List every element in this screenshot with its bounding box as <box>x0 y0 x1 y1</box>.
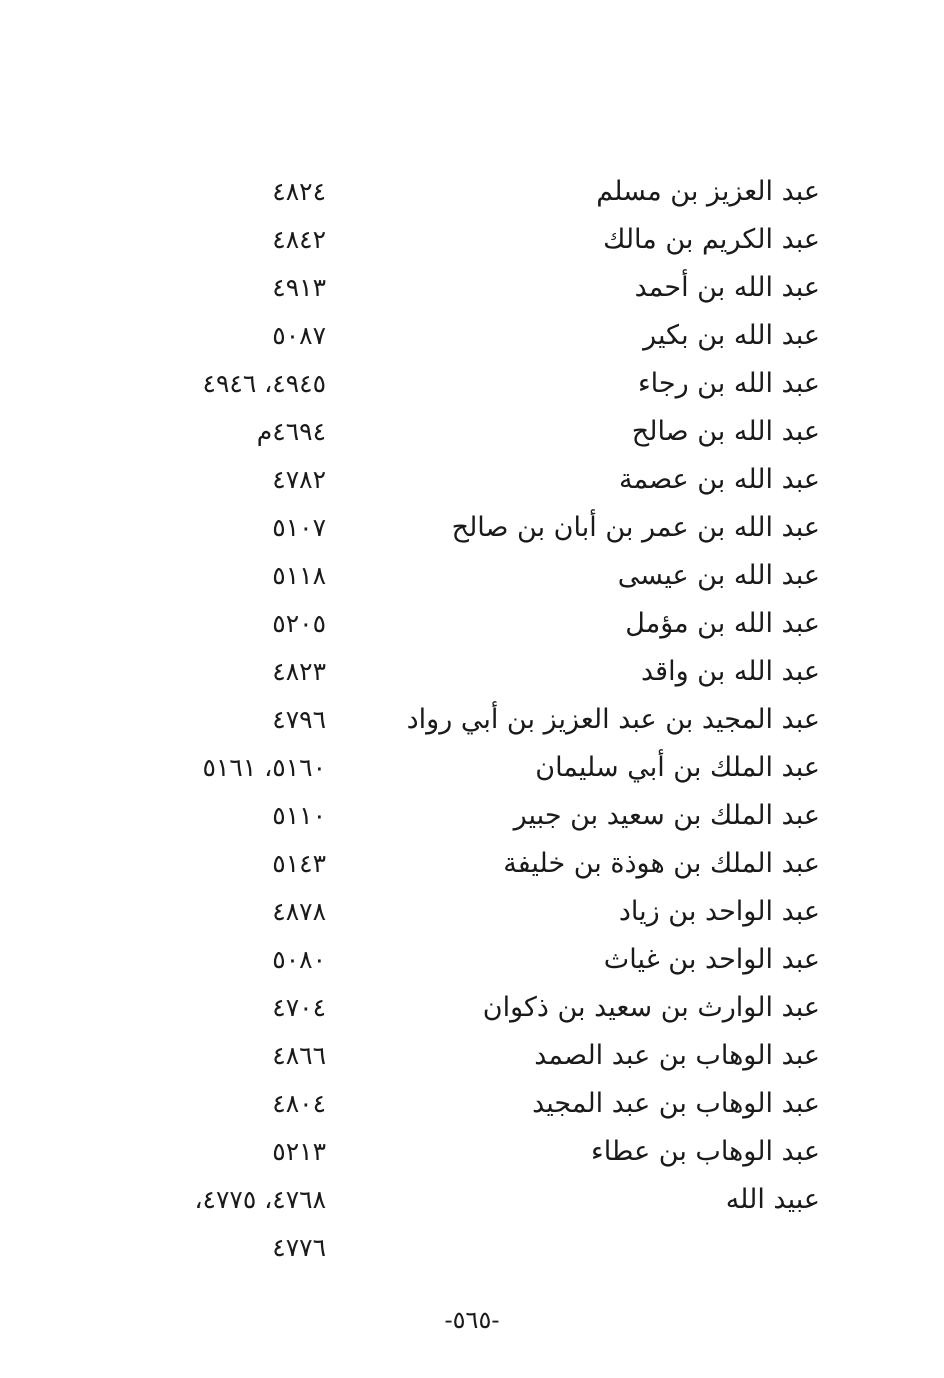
entry-refs: ٤٩٤٥، ٤٩٤٦ <box>202 369 326 398</box>
entry-refs: ٥٢٠٥ <box>272 609 326 638</box>
index-entry <box>0 1084 944 1132</box>
index-entry <box>0 844 944 892</box>
index-entry <box>0 652 944 700</box>
index-entry <box>0 268 944 316</box>
index-entry <box>0 172 944 220</box>
index-entry <box>0 460 944 508</box>
entry-name: عبد العزيز بن مسلم <box>596 176 820 207</box>
entry-refs: ٤٧٧٦ <box>272 1233 326 1262</box>
index-entry <box>0 748 944 796</box>
entry-refs: ٥١٠٧ <box>272 513 326 542</box>
entry-refs: ٤٧٩٦ <box>272 705 326 734</box>
index-entry <box>0 1036 944 1084</box>
entry-refs: ٤٧٠٤ <box>272 993 326 1022</box>
entry-name: عبد الملك بن هوذة بن خليفة <box>503 848 820 879</box>
index-entry <box>0 316 944 364</box>
entry-name: عبد الله بن عصمة <box>619 464 820 495</box>
index-entry <box>0 1180 944 1228</box>
entry-name: عبد الله بن مؤمل <box>625 608 820 639</box>
entry-name: عبد الواحد بن زياد <box>618 896 820 927</box>
entry-refs: ٤٨٧٨ <box>272 897 326 926</box>
entry-refs: ٤٧٦٨، ٤٧٧٥، <box>194 1185 326 1214</box>
entry-name: عبد الملك بن أبي سليمان <box>535 752 820 783</box>
index-entry-continuation <box>0 1228 944 1276</box>
entry-name: عبد الله بن بكير <box>643 320 820 351</box>
entry-name: عبد الوارث بن سعيد بن ذكوان <box>482 992 820 1023</box>
index-entry <box>0 988 944 1036</box>
index-entry <box>0 700 944 748</box>
entry-name: عبد الوهاب بن عبد المجيد <box>532 1088 820 1119</box>
narrator-index-list <box>0 172 944 1276</box>
index-entry <box>0 556 944 604</box>
entry-refs: ٥٠٨٧ <box>272 321 326 350</box>
entry-refs: ٥١٦٠، ٥١٦١ <box>202 753 326 782</box>
entry-refs: ٤٨٢٣ <box>272 657 326 686</box>
entry-name: عبد الله بن عمر بن أبان بن صالح <box>451 512 820 543</box>
index-entry <box>0 412 944 460</box>
entry-refs: ٥٠٨٠ <box>272 945 326 974</box>
entry-name: عبد الله بن واقد <box>640 656 820 687</box>
page-number: -٥٦٥- <box>444 1306 500 1334</box>
entry-name: عبد الوهاب بن عطاء <box>591 1136 820 1167</box>
entry-refs: ٤٦٩٤م <box>256 417 326 446</box>
index-entry <box>0 1132 944 1180</box>
index-entry <box>0 508 944 556</box>
entry-name: عبد الواحد بن غياث <box>603 944 820 975</box>
index-entry <box>0 220 944 268</box>
entry-refs: ٤٩١٣ <box>272 273 326 302</box>
index-entry <box>0 796 944 844</box>
entry-refs: ٤٨٢٤ <box>272 177 326 206</box>
entry-refs: ٤٧٨٢ <box>272 465 326 494</box>
index-entry <box>0 604 944 652</box>
entry-name: عبد المجيد بن عبد العزيز بن أبي رواد <box>406 704 820 735</box>
entry-name: عبد الله بن أحمد <box>634 272 820 303</box>
entry-name: عبد الكريم بن مالك <box>603 224 820 255</box>
entry-refs: ٥٢١٣ <box>272 1137 326 1166</box>
entry-name: عبد الله بن صالح <box>631 416 820 447</box>
entry-refs: ٤٨٠٤ <box>272 1089 326 1118</box>
index-entry <box>0 892 944 940</box>
entry-refs: ٥١١٠ <box>272 801 326 830</box>
entry-name: عبد الملك بن سعيد بن جبير <box>513 800 820 831</box>
entry-refs: ٤٨٤٢ <box>272 225 326 254</box>
entry-refs: ٥١٤٣ <box>272 849 326 878</box>
index-entry <box>0 940 944 988</box>
index-entry <box>0 364 944 412</box>
entry-refs: ٥١١٨ <box>272 561 326 590</box>
entry-name: عبيد الله <box>725 1184 820 1215</box>
entry-name: عبد الوهاب بن عبد الصمد <box>534 1040 820 1071</box>
entry-name: عبد الله بن عيسى <box>617 560 820 591</box>
entry-name: عبد الله بن رجاء <box>637 368 820 399</box>
entry-refs: ٤٨٦٦ <box>272 1041 326 1070</box>
